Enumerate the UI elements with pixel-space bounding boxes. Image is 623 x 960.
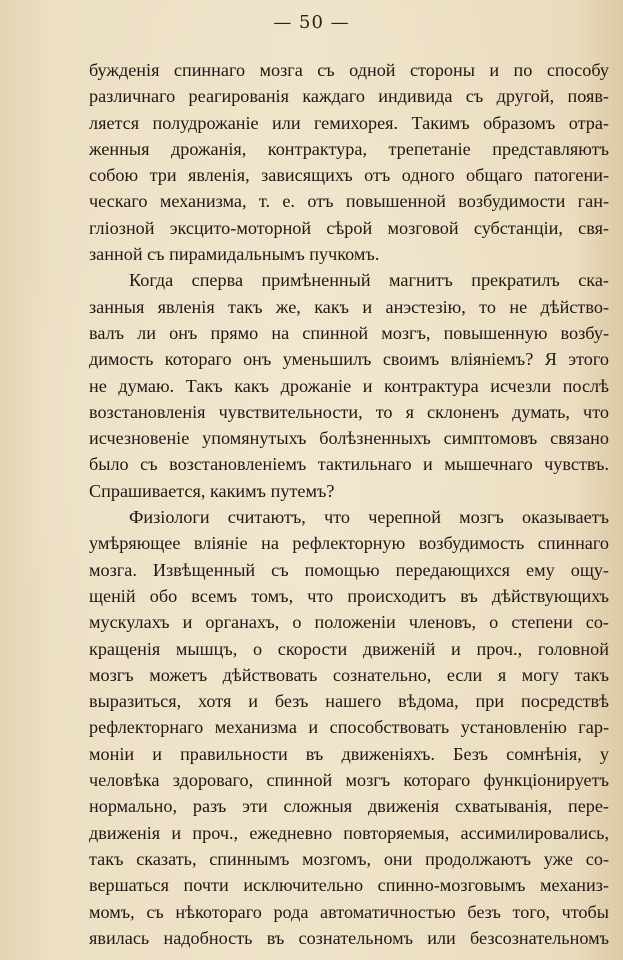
- text-line: валъ ли онъ прямо на спинной мозгъ, повышенную возбу-: [89, 322, 609, 343]
- text-line: моніи и правильности въ движеніяхъ. Безъ сомнѣнія, у: [89, 743, 609, 764]
- text-line: момъ, съ нѣкотораго рода автоматичностью безъ того, чтобы: [89, 901, 609, 922]
- text-line: ческаго механизма, т. е. отъ повышенной возбудимости ган-: [89, 191, 609, 212]
- text-line: щеній обо всемъ томъ, что происходитъ въ дѣйствующихъ: [89, 585, 609, 606]
- text-line: вершаться почти исключительно спинно-мозговымъ механиз-: [89, 875, 609, 896]
- text-line: исчезновеніе упомянутыхъ болѣзненныхъ симптомовъ связано: [89, 428, 609, 449]
- text-line: бужденія спиннаго мозга съ одной стороны и по способу: [89, 60, 609, 80]
- paragraph-3: [89, 504, 609, 951]
- text-line: Когда сперва примѣненный магнитъ прекратилъ ска-: [129, 270, 609, 291]
- text-line: умѣряющее вліяніе на рефлекторную возбудимость спиннаго: [89, 533, 609, 554]
- text-line: мозгъ можетъ дѣйствовать сознательно, если я могу такъ: [89, 664, 609, 685]
- text-line: мускулахъ и органахъ, о положеніи членовъ, о степени со-: [89, 612, 609, 633]
- text-line: женныя дрожанія, контрактура, трепетаніе представляютъ: [89, 138, 609, 159]
- text-line: человѣка здороваго, спинной мозгъ котораго функціонируетъ: [89, 770, 609, 791]
- text-line: не думаю. Такъ какъ дрожаніе и контрактура исчезли послѣ: [89, 375, 609, 396]
- text-line: ляется полудрожаніе или гемихорея. Такимъ образомъ отра-: [89, 112, 609, 133]
- text-line: занной съ пирамидальнымъ пучкомъ.: [89, 244, 380, 265]
- text-line: возстановленія чувствительности, то я склоненъ думать, что: [89, 401, 609, 422]
- paragraph-1: [89, 57, 609, 267]
- text-line: было съ возстановленіемъ тактильнаго и мышечнаго чувствъ.: [89, 454, 609, 475]
- text-line: Физіологи считаютъ, что черепной мозгъ оказываетъ: [129, 507, 609, 528]
- page-number: — 50 —: [273, 12, 350, 33]
- text-line: выразиться, хотя и безъ нашего вѣдома, при посредствѣ: [89, 691, 609, 712]
- body-text: [89, 57, 609, 951]
- text-line: такъ сказать, спиннымъ мозгомъ, они продолжаютъ уже со-: [89, 848, 609, 869]
- text-line: собою три явленія, зависящихъ отъ одного общаго патогени-: [89, 165, 609, 186]
- text-line: кращенія мышцъ, о скорости движеній и проч., головной: [89, 638, 609, 659]
- text-line: гліозной эксцито-моторной сѣрой мозговой субстанціи, свя-: [89, 217, 609, 238]
- text-line: занныя явленія такъ же, какъ и анэстезію, то не дѣйство-: [89, 296, 609, 317]
- text-line: нормально, разъ эти сложныя движенія схватыванія, пере-: [89, 796, 609, 817]
- text-line: рефлекторнаго механизма и способствовать установленію гар-: [89, 717, 609, 738]
- paragraph-2: [89, 267, 609, 504]
- text-line: мозга. Извѣщенный съ помощью передающихся ему ощу-: [89, 559, 609, 580]
- text-line: димость котораго онъ уменьшилъ своимъ вліяніемъ? Я этого: [89, 349, 609, 370]
- text-line: различнаго реагированія каждаго индивида съ другой, появ-: [89, 86, 609, 107]
- text-line: Спрашивается, какимъ путемъ?: [89, 480, 335, 501]
- text-line: движенія и проч., ежедневно повторяемыя, ассимилировались,: [89, 822, 609, 843]
- text-line: явилась надобность въ сознательномъ или безсознательномъ: [89, 927, 609, 948]
